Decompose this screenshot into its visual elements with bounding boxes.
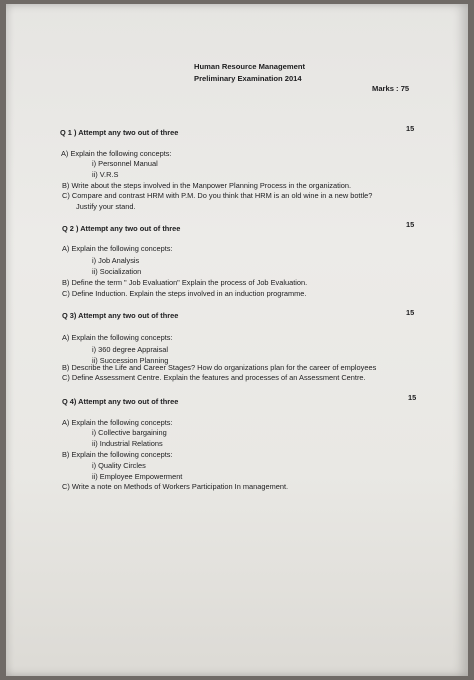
q4-line: i) Quality Circles — [92, 461, 146, 470]
paper-subtitle: Preliminary Examination 2014 — [194, 74, 302, 83]
q1-line: A) Explain the following concepts: — [61, 149, 172, 158]
q3-line: ii) Succession Planning — [92, 356, 169, 365]
paper-title: Human Resource Management — [194, 62, 305, 71]
question-4-marks: 15 — [408, 393, 417, 402]
q4-line: ii) Industrial Relations — [92, 439, 163, 448]
q2-line: A) Explain the following concepts: — [62, 244, 173, 253]
q2-line: ii) Socialization — [92, 267, 142, 276]
q4-line: A) Explain the following concepts: — [62, 418, 173, 427]
question-3-marks: 15 — [406, 308, 415, 317]
q3-line: i) 360 degree Appraisal — [92, 345, 169, 354]
question-3-heading: Q 3) Attempt any two out of three — [62, 311, 179, 320]
q1-line: Justify your stand. — [76, 202, 136, 211]
question-4-heading: Q 4) Attempt any two out of three — [62, 397, 179, 406]
q1-line: B) Write about the steps involved in the Manpower Planning Process in the organization. — [62, 181, 352, 190]
q4-line: B) Explain the following concepts: — [62, 450, 173, 459]
question-1-heading: Q 1 ) Attempt any two out of three — [60, 128, 179, 137]
q2-line: B) Define the term " Job Evaluation" Explain the process of Job Evaluation. — [62, 278, 308, 287]
q1-line: C) Compare and contrast HRM with P.M. Do you think that HRM is an old wine in a new bottle? — [62, 191, 373, 200]
q1-line: i) Personnel Manual — [92, 159, 158, 168]
question-2-marks: 15 — [406, 220, 415, 229]
total-marks: Marks : 75 — [372, 84, 410, 93]
q2-line: i) Job Analysis — [92, 256, 140, 265]
q1-line: ii) V.R.S — [92, 170, 119, 179]
q4-line: C) Write a note on Methods of Workers Participation In management. — [62, 482, 289, 491]
question-2-heading: Q 2 ) Attempt any two out of three — [62, 224, 181, 233]
q3-line: B) Describe the Life and Career Stages? How do organizations plan for the career of employees — [62, 363, 377, 372]
exam-paper — [6, 4, 468, 676]
question-1-marks: 15 — [406, 124, 415, 133]
q4-line: ii) Employee Empowerment — [92, 472, 183, 481]
q4-line: i) Collective bargaining — [92, 428, 167, 437]
q2-line: C) Define Induction. Explain the steps involved in an induction programme. — [62, 289, 307, 298]
q3-line: C) Define Assessment Centre. Explain the features and processes of an Assessment Centre. — [62, 373, 366, 382]
q3-line: A) Explain the following concepts: — [62, 333, 173, 342]
